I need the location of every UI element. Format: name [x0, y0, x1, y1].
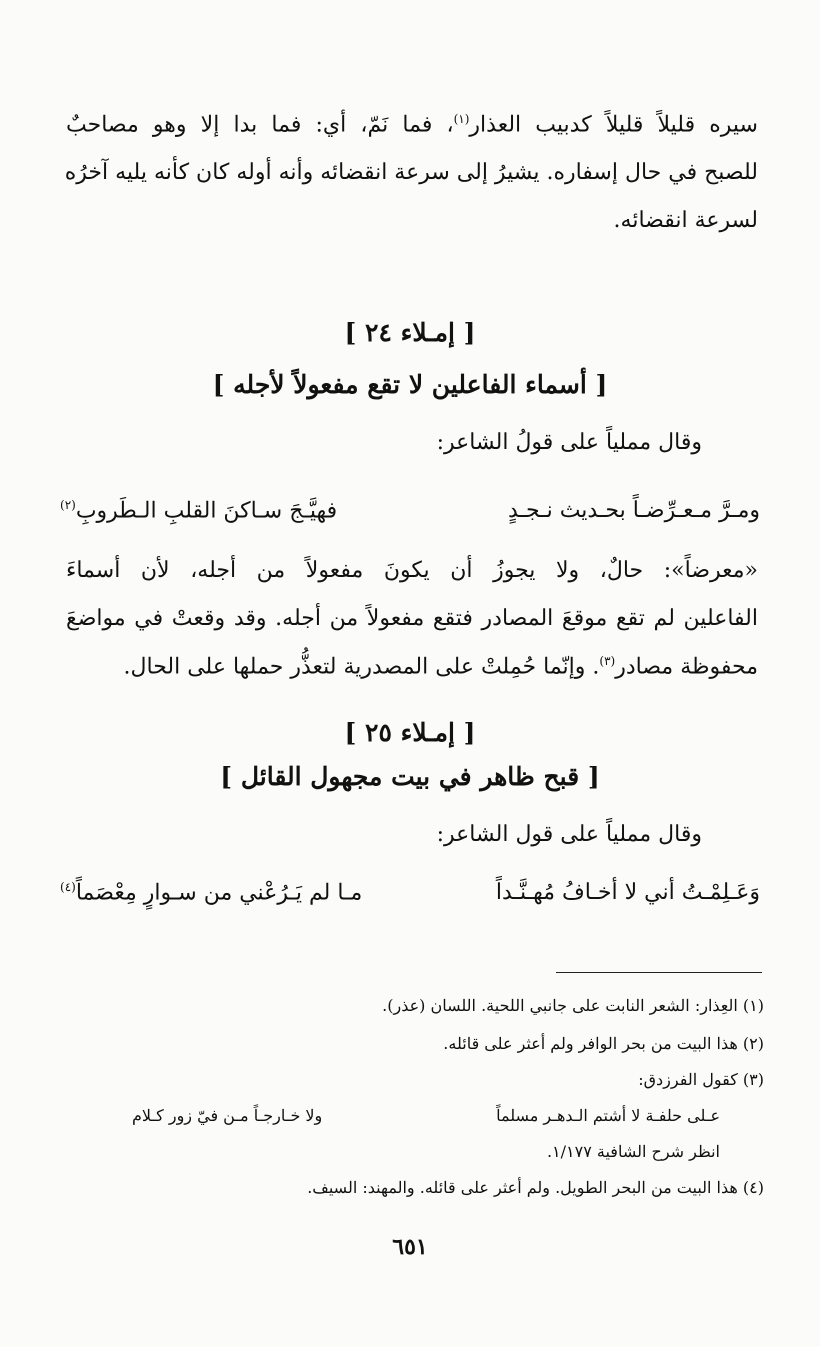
- section-24-body-3a: محفوظة مصادر: [615, 654, 758, 680]
- verse-25-first-hemistich: وَعَـلِمْـتُ أني لا أخـافُ مُهـنَّـداً: [495, 880, 760, 905]
- footnote-ref-4: (٤): [60, 880, 76, 894]
- footnote-3-verse: [132, 1106, 720, 1130]
- intro-line-1-cont: ، فما نَمّ، أي: فما بدا إلا وهو مصاحبٌ: [66, 112, 454, 138]
- section-25-intro: وقال مملياً على قول الشاعر:: [436, 822, 702, 847]
- footnote-divider: [556, 972, 762, 973]
- intro-line-3: لسرعة انقضائه.: [613, 208, 758, 233]
- intro-line-2: للصبح في حال إسفاره. يشيرُ إلى سرعة انقضائه وأنه أوله كان كأنه يليه آخرُه: [64, 160, 758, 185]
- footnote-ref-1: (١): [453, 112, 470, 126]
- verse-25-second-hemistich: مـا لم يَـرُعْني من سـوارٍ مِعْصَماً: [75, 880, 363, 906]
- section-24-number: [ إمـلاء ٢٤ ]: [344, 318, 476, 347]
- page-number: ٦٥١: [392, 1234, 428, 1260]
- section-24-intro: وقال مملياً على قولُ الشاعر:: [436, 430, 702, 455]
- section-24-title: [ أسماء الفاعلين لا تقع مفعولاً لأجله ]: [212, 370, 608, 399]
- section-24-body-3b: . وإنّما حُمِلتْ على المصدرية لتعذُّر حملها على الحال.: [123, 654, 600, 680]
- footnote-3-second-hemistich: ولا خـارجـاً مـن فيّ زور كـلام: [132, 1106, 323, 1125]
- intro-line-1: [66, 112, 758, 137]
- footnote-3-first-hemistich: عـلى حلفـة لا أشتم الـدهـر مسلماً: [496, 1106, 720, 1125]
- section-25-title: [ قبح ظاهر في بيت مجهول القائل ]: [220, 762, 600, 791]
- section-24-verse: [60, 498, 760, 532]
- footnote-3: (٣) كقول الفرزدق:: [638, 1070, 764, 1089]
- verse-24-first-hemistich: ومـرَّ مـعـرِّضـاً بحـديث نـجـدٍ: [507, 498, 760, 523]
- intro-line-1-text: سيره قليلاً قليلاً كدبيب العذار: [469, 112, 758, 138]
- section-25-verse: [60, 880, 760, 914]
- footnote-ref-3: (٣): [599, 654, 616, 668]
- footnote-3-reference: انظر شرح الشافية ١/١٧٧.: [546, 1142, 720, 1161]
- footnote-1: (١) العِذار: الشعر النابت على جانبي اللحية. اللسان (عذر).: [382, 996, 764, 1015]
- section-24-body-2: الفاعلين لم تقع موقعَ المصادر فتقع مفعولاً من أجله. وقد وقعتْ في مواضعَ: [66, 606, 758, 631]
- section-25-number: [ إمـلاء ٢٥ ]: [344, 718, 476, 747]
- section-24-body-1: «معرضاً»: حالٌ، ولا يجوزُ أن يكونَ مفعولاً من أجله، لأن أسماءَ: [66, 558, 758, 583]
- footnote-2: (٢) هذا البيت من بحر الوافر ولم أعثر على قائله.: [443, 1034, 764, 1053]
- footnote-4: (٤) هذا البيت من البحر الطويل. ولم أعثر على قائله. والمهند: السيف.: [307, 1178, 764, 1197]
- section-24-body-3: [124, 654, 758, 679]
- verse-24-second-hemistich: فهيَّـجَ سـاكنَ القلبِ الـطَروبِ: [75, 498, 338, 524]
- footnote-ref-2: (٢): [60, 498, 76, 512]
